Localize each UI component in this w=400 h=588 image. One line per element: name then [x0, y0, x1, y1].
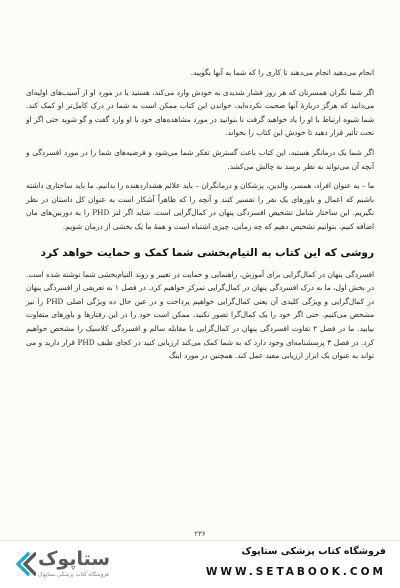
setabook-logo[interactable]	[10, 547, 120, 583]
page-body	[26, 66, 374, 369]
website-link[interactable]: WWW.SETABOOK.COM	[205, 566, 386, 578]
logo-subtext: فروشگاه کتاب پزشکی ستاپوک	[38, 572, 109, 578]
section-heading: روشی که این کتاب به التیام‌بخشی شما کمک و حمایت خواهد کرد	[40, 246, 374, 259]
paragraph-4: ما – به عنوان افراد، همسر، والدین، پزشکان و درمانگران – باید علائم هشداردهنده را بدانیم. ما باید ساختاری داشته باشیم که اعمال و باورهای یک نفر را تفسیر کنند و آنچه را که ظاهراً آشکار است به عنوان کل داستان در نظر نگیریم. این ساختار شامل تشخیص افسردگی پنهان در کمال‌گرایی است. شاید اگر لنز PHD را به دوربین‌های مان اضافه کنیم، بتوانیم تشخیص دهیم که چه زمانی، چیزی اشتباه است و همهٔ ما یک بخشی از درمان شویم.	[26, 181, 374, 231]
store-name: فروشگاه کتاب پزشکی ستاپوک	[241, 546, 386, 557]
paragraph-1: انجام می‌دهید انجام می‌دهند تا کاری را که شما به آنها بگویید.	[190, 68, 374, 77]
paragraph-2: اگر شما نگران همسرتان که هر روز فشار شدیدی به خودش وارد می‌کند، هستید یا در مورد او از آسیب‌های اولیه‌ای می‌دانید که هرگز درباره‌ٔ آنها صحبت نکرده‌اید، خواندن این کتاب ممکن است به شما در درک کامل‌تر او کمک کند. شما شیوه ارتباط با او را یاد خواهید گرفت تا بتوانید در مورد مشاهده‌های خود با او وارد گفت و گو شوید حتی اگر او تحت تأثیر قرار دهید تا خودش این کتاب را بخواند.	[26, 87, 374, 138]
logo-wordmark: ستاپوک	[38, 548, 111, 570]
footer-banner	[0, 540, 400, 588]
paragraph-3: اگر شما یک درمانگر هستید، این کتاب باعث گسترش تفکر شما می‌شود و فرضیه‌های شما را در مورد افسردگی و آنچه آن می‌تواند به نظر برسد به چالش می‌کشد.	[26, 147, 374, 171]
logo-swoosh-icon	[10, 551, 36, 577]
page-number: ۲۳۶	[194, 530, 206, 538]
paragraph-5: افسردگی پنهان در کمال‌گرایی برای آموزش، راهنمایی و حمایت در تغییر و روند التیام‌بخشی شما نوشته شده است. در بخش اول، ما به درک افسردگی پنهان در کمال‌گرایی تمرکز خواهیم کرد. در فصل ۱ به تعریفی از افسردگی پنهان در کمال‌گرایی و ویژگی کلیدی آن یعنی کمال‌گرایی خواهیم پرداخت و در عین حال ده ویژگی اصلی PHD را نیز مشخص می‌کنیم. حتی اگر خود را یک کمال‌گرا تصور نکنید، ممکن است خود را در این رفتارها و باورهای متفاوت بیابید. ما در فصل ۲ تفاوت افسردگی پنهان در کمال‌گرایی با مقابله سالم و افسردگی کلاسیک را مشخص خواهیم کرد. در فصل ۳ پرسشنامه‌ای وجود دارد که به شما کمک می‌کند ارزیابی کنید در کجای طیف PHD قرار دارید و می تواند به عنوان یک ابزار ارزیابی مفید عمل کند. همچنین در مورد اینگ	[26, 269, 374, 361]
